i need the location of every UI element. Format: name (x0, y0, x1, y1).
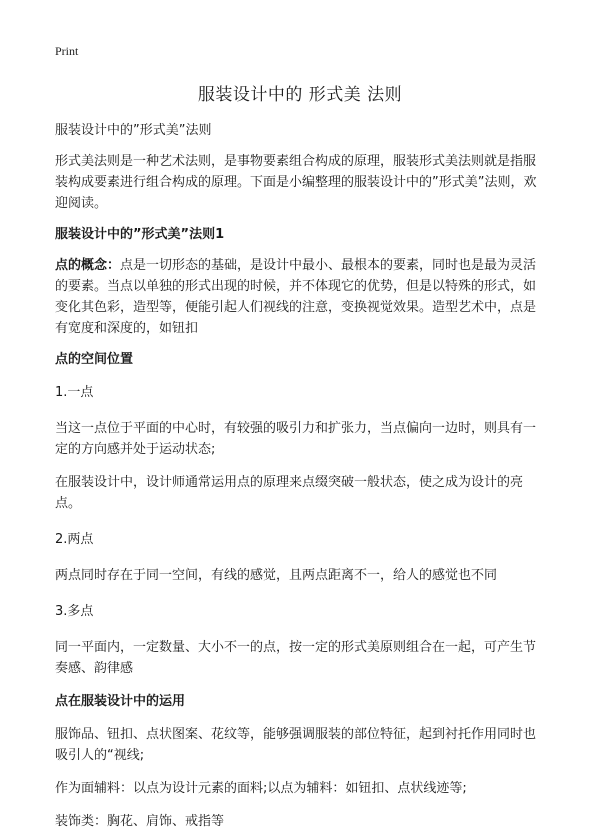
item-one-text: 当这一点位于平面的中心时，有较强的吸引力和扩张力，当点偏向一边时，则具有一定的方向感并处于运动状态; (55, 421, 537, 457)
item-two-text: 两点同时存在于同一空间，有线的感觉，且两点距离不一，给人的感觉也不同 (55, 568, 498, 583)
usage-heading: 点在服装设计中的运用 (55, 694, 186, 709)
document-body (55, 120, 548, 832)
intro-paragraph: 形式美法则是一种艺术法则，是事物要素组合构成的原理，服装形式美法则就是指服装构成要素进行组合构成的原理。下面是小编整理的服装设计中的”形式美”法则，欢迎阅读。 (55, 154, 537, 211)
page-title: 服装设计中的 形式美 法则 (197, 85, 403, 105)
item-one-text-2: 在服装设计中，设计师通常运用点的原理来点缀突破一般状态，使之成为设计的亮点。 (55, 475, 524, 511)
usage-text-1: 服饰品、钮扣、点状图案、花纹等，能够强调服装的部位特征，起到衬托作用同时也吸引人的“视线; (55, 727, 537, 763)
item-three-title: 3.多点 (55, 604, 94, 619)
usage-text-3: 装饰类：胸花、肩饰、戒指等 (55, 814, 225, 829)
usage-text-2: 作为面辅料：以点为设计元素的面料;以点为辅料：如钮扣、点状线迹等; (55, 781, 467, 796)
item-three-text: 同一平面内，一定数量、大小不一的点，按一定的形式美原则组合在一起，可产生节奏感、韵律感 (55, 640, 537, 676)
concept-lead: 点的概念： (55, 258, 121, 273)
space-heading: 点的空间位置 (55, 352, 134, 367)
item-two-title: 2.两点 (55, 532, 94, 547)
concept-text: 点是一切形态的基础，是设计中最小、最根本的要素，同时也是最为灵活的要素。当点以单独的形式出现的时候，并不体现它的优势，但是以特殊的形式，如变化其色彩，造型等，便能引起人们视线的注意，变换视觉效果。造型艺术中，点是有宽度和深度的，如钮扣 (55, 258, 537, 336)
print-label: Print (55, 44, 79, 58)
concept-paragraph (55, 255, 548, 339)
subtitle: 服装设计中的”形式美”法则 (55, 123, 212, 138)
item-one-title: 1.一点 (55, 385, 94, 400)
section-heading-1: 服装设计中的”形式美”法则1 (55, 227, 225, 242)
